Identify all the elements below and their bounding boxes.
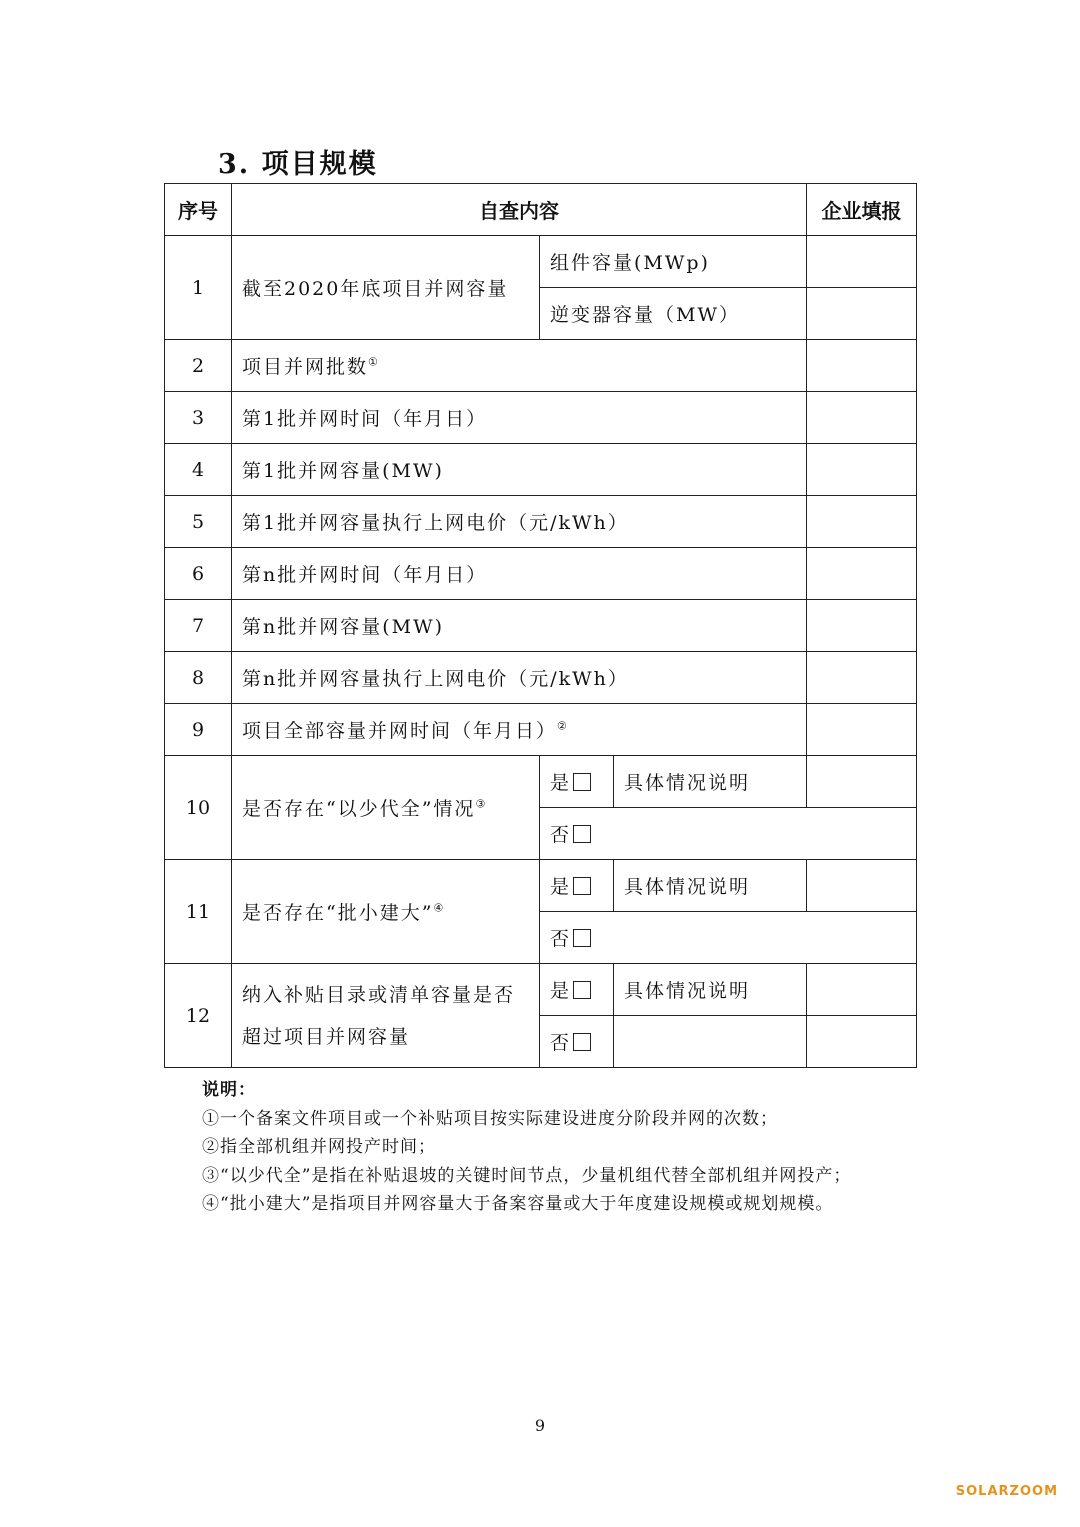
yes-option[interactable]: 是 bbox=[540, 964, 614, 1016]
seq-cell: 10 bbox=[165, 756, 232, 860]
header-content: 自查内容 bbox=[232, 184, 807, 236]
table-row bbox=[165, 756, 917, 808]
yes-option[interactable]: 是 bbox=[540, 860, 614, 912]
checkbox-icon[interactable] bbox=[573, 877, 591, 895]
page-number: 9 bbox=[534, 1416, 546, 1435]
content-cell: 项目全部容量并网时间（年月日）② bbox=[232, 704, 807, 756]
seq-cell: 8 bbox=[165, 652, 232, 704]
note-item: ④“批小建大”是指项目并网容量大于备案容量或大于年度建设规模或规划规模。 bbox=[202, 1194, 834, 1214]
report-cell[interactable] bbox=[807, 444, 917, 496]
content-cell: 截至2020年底项目并网容量 bbox=[232, 236, 540, 340]
note-item: ①一个备案文件项目或一个补贴项目按实际建设进度分阶段并网的次数； bbox=[202, 1108, 778, 1129]
note-item: ③“以少代全”是指在补贴退坡的关键时间节点，少量机组代替全部机组并网投产； bbox=[202, 1165, 852, 1186]
table-header-row bbox=[165, 184, 917, 236]
section-title: 3. 项目规模 bbox=[218, 149, 378, 180]
no-option[interactable]: 否 bbox=[540, 808, 917, 860]
content-cell: 第n批并网容量执行上网电价（元/kWh） bbox=[232, 652, 807, 704]
notes-block bbox=[202, 1076, 851, 1219]
seq-cell: 12 bbox=[165, 964, 232, 1068]
checkbox-icon[interactable] bbox=[573, 825, 591, 843]
seq-cell: 9 bbox=[165, 704, 232, 756]
header-seq: 序号 bbox=[165, 184, 232, 236]
checkbox-icon[interactable] bbox=[573, 773, 591, 791]
content-cell: 纳入补贴目录或清单容量是否 超过项目并网容量 bbox=[232, 964, 540, 1068]
report-cell[interactable] bbox=[807, 392, 917, 444]
self-check-table bbox=[164, 183, 917, 1068]
sub-item-inverter-capacity: 逆变器容量（MW） bbox=[540, 288, 807, 340]
table-row bbox=[165, 444, 917, 496]
seq-cell: 7 bbox=[165, 600, 232, 652]
desc-label: 具体情况说明 bbox=[614, 860, 807, 912]
content-cell: 是否存在“批小建大”④ bbox=[232, 860, 540, 964]
seq-cell: 3 bbox=[165, 392, 232, 444]
report-cell[interactable] bbox=[807, 964, 917, 1016]
content-cell: 第1批并网时间（年月日） bbox=[232, 392, 807, 444]
report-cell[interactable] bbox=[807, 1016, 917, 1068]
seq-cell: 6 bbox=[165, 548, 232, 600]
content-cell: 项目并网批数① bbox=[232, 340, 807, 392]
checkbox-icon[interactable] bbox=[573, 981, 591, 999]
checkbox-icon[interactable] bbox=[573, 929, 591, 947]
table-row bbox=[165, 652, 917, 704]
report-cell[interactable] bbox=[807, 288, 917, 340]
report-cell[interactable] bbox=[807, 236, 917, 288]
header-report: 企业填报 bbox=[807, 184, 917, 236]
desc-cell[interactable] bbox=[614, 1016, 807, 1068]
content-cell: 第1批并网容量执行上网电价（元/kWh） bbox=[232, 496, 807, 548]
report-cell[interactable] bbox=[807, 860, 917, 912]
seq-cell: 11 bbox=[165, 860, 232, 964]
report-cell[interactable] bbox=[807, 704, 917, 756]
report-cell[interactable] bbox=[807, 600, 917, 652]
no-option[interactable]: 否 bbox=[540, 1016, 614, 1068]
no-option[interactable]: 否 bbox=[540, 912, 917, 964]
desc-label: 具体情况说明 bbox=[614, 756, 807, 808]
table-row bbox=[165, 548, 917, 600]
table-row bbox=[165, 704, 917, 756]
report-cell[interactable] bbox=[807, 496, 917, 548]
report-cell[interactable] bbox=[807, 756, 917, 808]
seq-cell: 1 bbox=[165, 236, 232, 340]
watermark-logo: SOLARZOOM bbox=[955, 1484, 1058, 1499]
sub-item-module-capacity: 组件容量(MWp) bbox=[540, 236, 807, 288]
desc-label: 具体情况说明 bbox=[614, 964, 807, 1016]
table-row bbox=[165, 860, 917, 912]
content-cell: 第1批并网容量(MW) bbox=[232, 444, 807, 496]
content-cell: 是否存在“以少代全”情况③ bbox=[232, 756, 540, 860]
table-row bbox=[165, 964, 917, 1016]
seq-cell: 5 bbox=[165, 496, 232, 548]
checkbox-icon[interactable] bbox=[573, 1033, 591, 1051]
report-cell[interactable] bbox=[807, 652, 917, 704]
table-row bbox=[165, 600, 917, 652]
table-row bbox=[165, 392, 917, 444]
footnote-mark: ② bbox=[557, 719, 569, 733]
table-row bbox=[165, 236, 917, 288]
footnote-mark: ④ bbox=[433, 901, 446, 915]
notes-heading: 说明： bbox=[202, 1080, 256, 1100]
seq-cell: 4 bbox=[165, 444, 232, 496]
report-cell[interactable] bbox=[807, 548, 917, 600]
seq-cell: 2 bbox=[165, 340, 232, 392]
footnote-mark: ③ bbox=[475, 797, 488, 811]
report-cell[interactable] bbox=[807, 340, 917, 392]
content-cell: 第n批并网容量(MW) bbox=[232, 600, 807, 652]
content-cell: 第n批并网时间（年月日） bbox=[232, 548, 807, 600]
note-item: ②指全部机组并网投产时间； bbox=[202, 1137, 436, 1157]
footnote-mark: ① bbox=[368, 355, 380, 369]
table-row bbox=[165, 496, 917, 548]
yes-option[interactable]: 是 bbox=[540, 756, 614, 808]
table-row bbox=[165, 340, 917, 392]
